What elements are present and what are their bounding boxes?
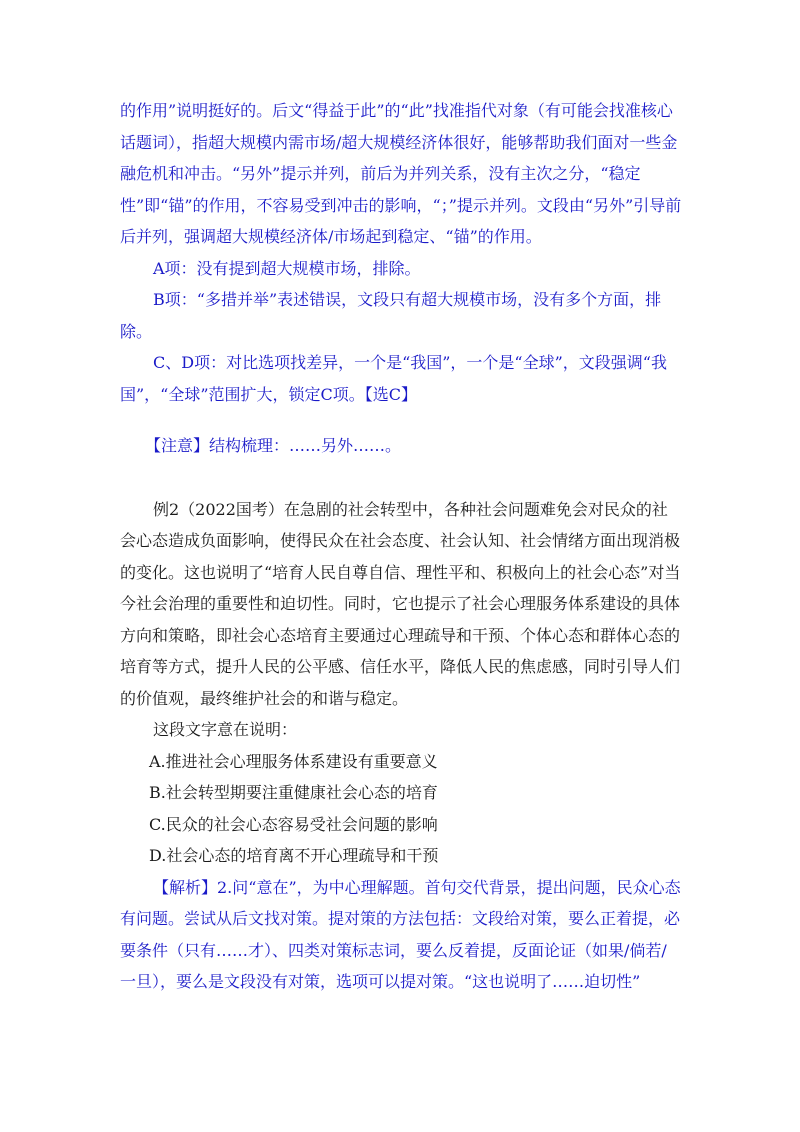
option-c: C.民众的社会心态容易受社会问题的影响 xyxy=(149,814,438,834)
options-list xyxy=(120,746,682,872)
option-d: D.社会心态的培育离不开心理疏导和干预 xyxy=(149,846,439,865)
document-page xyxy=(120,95,682,998)
note-line: 【注意】结构梳理：……另外……。 xyxy=(145,436,402,455)
spacer xyxy=(120,462,682,494)
analysis-continuation-paragraph: 的作用”说明挺好的。后文“得益于此”的“此”找准指代对象（有可能会找准核心话题词），指超大规模内需市场/超大规模经济体很好，能够帮助我们面对一些金融危机和冲击。“另外”提示并列，前后为并列关系，没有主次之分，“稳定性”即“锚”的作用，不容易受到冲击的影响，“；”提示并列。文段由“另外”引导前后并列，强调超大规模经济体/市场起到稳定、“锚”的作用。 xyxy=(120,101,682,246)
option-b-analysis: B项：“多措并举”表述错误，文段只有超大规模市场，没有多个方面，排除。 xyxy=(120,290,662,341)
analysis-paragraph: 【解析】2.问“意在”，为中心理解题。首句交代背景，提出问题，民众心态有问题。尝试从后文找对策。提对策的方法包括：文段给对策，要么正着提，必要条件（只有……才）、四类对策标志词，要么反着提，反面论证（如果/倘若/一旦），要么是文段没有对策，选项可以提对策。“这也说明了……迫切性” xyxy=(120,877,681,991)
option-a-analysis: A项：没有提到超大规模市场，排除。 xyxy=(153,258,421,278)
option-cd-analysis: C、D项：对比选项找差异，一个是“我国”，一个是“全球”，文段强调“我国”，“全球”范围扩大，锁定C项。【选C】 xyxy=(120,353,667,404)
spacer xyxy=(120,410,682,430)
option-a: A.推进社会心理服务体系建设有重要意义 xyxy=(149,751,438,771)
example-2-passage: 例2（2022国考）在急剧的社会转型中，各种社会问题难免会对民众的社会心态造成负面影响，使得民众在社会态度、社会认知、社会情绪方面出现消极的变化。这也说明了“培育人民自尊自信、理性平和、积极向上的社会心态”对当今社会治理的重要性和迫切性。同时，它也提示了社会心理服务体系建设的具体方向和策略，即社会心态培育主要通过心理疏导和干预、个体心态和群体心态的培育等方式，提升人民的公平感、信任水平，降低人民的焦虑感，同时引导人们的价值观，最终维护社会的和谐与稳定。 xyxy=(120,499,681,708)
option-b: B.社会转型期要注重健康社会心态的培育 xyxy=(149,783,438,802)
question-stem: 这段文字意在说明： xyxy=(153,720,298,739)
